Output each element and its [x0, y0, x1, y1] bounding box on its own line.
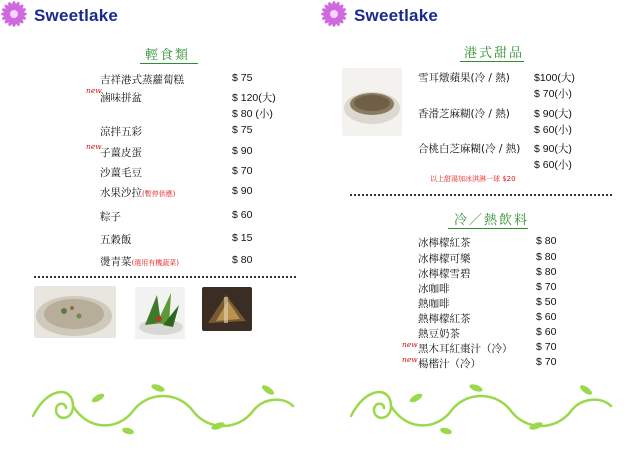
- menu-item-name: 楊楷汁（冷）: [418, 358, 481, 370]
- menu-item-price: $ 70: [536, 281, 557, 293]
- menu-item-name: 熱咖啡: [418, 298, 450, 310]
- flower-icon: [0, 0, 34, 34]
- new-badge: new: [86, 86, 102, 95]
- right-menu-page: [320, 0, 640, 453]
- menu-item-name: 黑木耳紅棗汁（冷）: [418, 343, 513, 355]
- menu-item-name: 粽子: [100, 211, 121, 223]
- brand-logo: Sweetlake: [34, 6, 119, 25]
- menu-item-price: $ 60: [232, 209, 253, 221]
- menu-item-name: 熱檸檬紅茶: [418, 313, 471, 325]
- menu-item-name: 香滑芝麻糊(冷 / 熱): [418, 108, 510, 120]
- vine-decoration: [346, 376, 616, 436]
- menu-item-price: $ 70: [232, 165, 253, 177]
- new-badge: new: [86, 142, 102, 151]
- menu-item-price: $ 70: [536, 356, 557, 368]
- menu-item-name: 合桃白芝麻糊(冷 / 熱): [418, 143, 521, 155]
- flower-icon: [314, 0, 354, 34]
- heading-underline: [448, 228, 528, 229]
- menu-item-price: $ 75: [232, 124, 253, 136]
- menu-item-name: 冰咖啡: [418, 283, 450, 295]
- menu-item-name: 雪耳燉蘋果(冷 / 熱): [418, 72, 510, 84]
- photo-zongzi: [202, 287, 252, 331]
- menu-item-name: 冰檸檬雪碧: [418, 268, 471, 280]
- menu-item-price: $ 15: [232, 232, 253, 244]
- menu-item-price: $100(大): [534, 72, 575, 84]
- menu-item-price: $ 60: [536, 326, 557, 338]
- menu-item-name: 冰檸檬可樂: [418, 253, 471, 265]
- photo-rice-porridge: [34, 286, 116, 338]
- menu-item-price: $ 70(小): [534, 88, 572, 100]
- section-title-light-meals: 輕食類: [145, 48, 191, 63]
- menu-item-price: $ 60(小): [534, 159, 572, 171]
- menu-item-price: $ 80: [536, 266, 557, 278]
- menu-item-name: 子薑皮蛋: [100, 147, 142, 159]
- menu-item-name: 燙青菜(選用有機蔬菜): [100, 256, 179, 268]
- menu-item-price: $ 50: [536, 296, 557, 308]
- new-badge: new: [402, 355, 418, 364]
- menu-item-price: $ 80: [536, 251, 557, 263]
- section-title-hk-desserts: 港式甜品: [464, 46, 525, 61]
- menu-item-name: 五穀飯: [100, 234, 132, 246]
- menu-item-price: $ 90(大): [534, 108, 572, 120]
- section-title-drinks: 冷／熱飲料: [454, 213, 530, 228]
- menu-item-price: $ 90: [232, 145, 253, 157]
- menu-item-name: 滷味拼盆: [100, 92, 142, 104]
- item-note: (暫停供應): [142, 190, 176, 198]
- menu-item-price: $ 60(小): [534, 124, 572, 136]
- menu-item-name: 吉祥港式蒸蘿蔔糕: [100, 74, 184, 86]
- menu-item-price: $ 80 (小): [232, 108, 273, 120]
- dotted-divider: [34, 276, 296, 278]
- dessert-addon-note: 以上甜湯加冰淇淋一球 $20: [430, 175, 516, 183]
- menu-item-price: $ 80: [536, 235, 557, 247]
- menu-item-name: 熱豆奶茶: [418, 328, 460, 340]
- item-note: (選用有機蔬菜): [131, 259, 179, 267]
- menu-item-price: $ 90(大): [534, 143, 572, 155]
- menu-item-price: $ 75: [232, 72, 253, 84]
- menu-item-name: 冰檸檬紅茶: [418, 237, 471, 249]
- dotted-divider: [350, 194, 612, 196]
- menu-item-name: 涼拌五彩: [100, 126, 142, 138]
- menu-item-price: $ 70: [536, 341, 557, 353]
- menu-item-price: $ 60: [536, 311, 557, 323]
- photo-dessert-soup: [342, 68, 402, 136]
- heading-underline: [460, 61, 524, 62]
- brand-logo: Sweetlake: [354, 6, 439, 25]
- menu-item-name: 水果沙拉(暫停供應): [100, 187, 176, 199]
- vine-decoration: [28, 376, 298, 436]
- menu-item-name: 沙薑毛豆: [100, 167, 142, 179]
- menu-item-price: $ 120(大): [232, 92, 276, 104]
- menu-item-price: $ 90: [232, 185, 253, 197]
- new-badge: new: [402, 340, 418, 349]
- menu-item-price: $ 80: [232, 254, 253, 266]
- photo-salad: [135, 287, 185, 339]
- heading-underline: [140, 63, 198, 64]
